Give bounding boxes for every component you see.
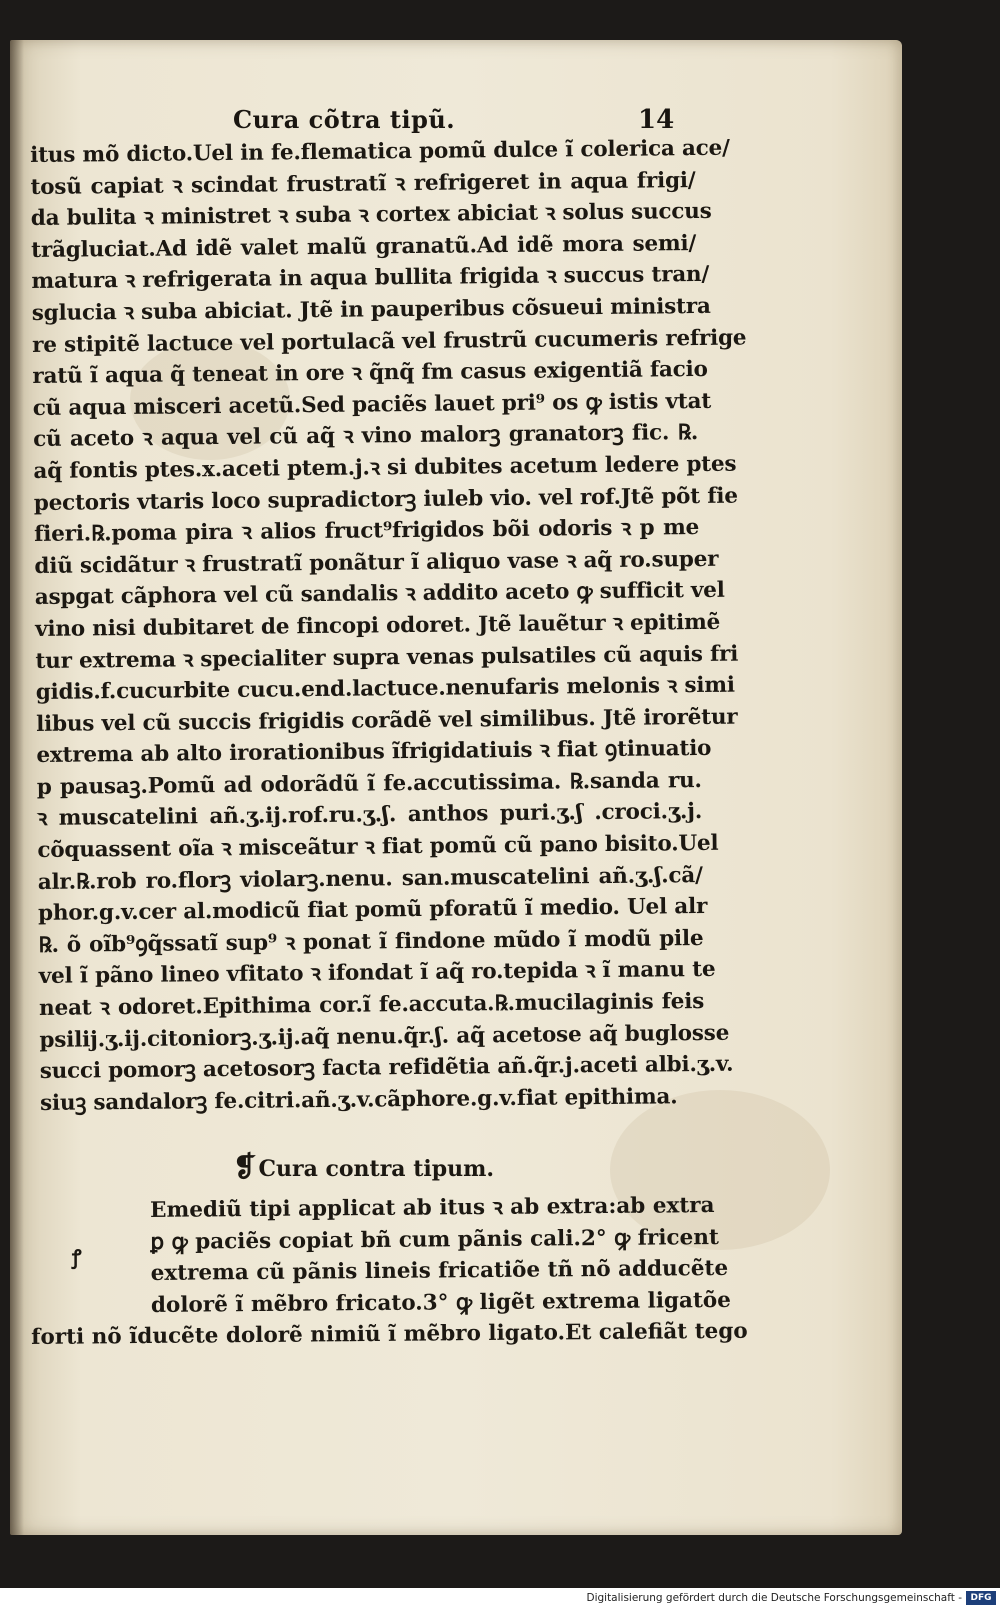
text-line: diũ scidãtur ꝛ frustratĩ ponãtur ĩ aliquo vase ꝛ aq̃ ro.super: [34, 546, 719, 579]
section-text-block: [30, 1190, 748, 1354]
margin-mark: ꝭ: [72, 1245, 82, 1269]
text-line: matura ꝛ refrigerata in aqua bullita frigida ꝛ succus tran/: [31, 262, 710, 295]
text-line: dolorẽ ĩ mẽbro fricato.3° ꝙ ligẽt extrema ligatõe: [150, 1287, 731, 1318]
text-line: gidis.f.cucurbite cucu.end.lactuce.nenufaris melonis ꝛ simi: [35, 672, 735, 706]
footer-credit: Digitalisierung gefördert durch die Deutsche Forschungsgemeinschaft -: [586, 1592, 962, 1604]
text-line: re stipitẽ lactuce vel portulacã vel frustrũ cucumeris refrige: [32, 325, 747, 358]
running-title: Cura cõtra tipũ.: [233, 105, 456, 134]
text-line: psilij.ʒ.ij.citoniorꝫ.ʒ.ij.aq̃ nenu.q̃r.ʃ. aq̃ acetose aq̃ buglosse: [39, 1020, 730, 1053]
text-line: ratũ ĩ aqua q̃ teneat in ore ꝛ q̃nq̃ fm casus exigentiã facio: [32, 357, 708, 390]
text-line: p pausaꝫ.Pomũ ad odorãdũ ĩ fe.accutissima. ℞.sanda ru.: [36, 767, 702, 800]
text-line: tur extrema ꝛ specialiter supra venas pulsatiles cũ aquis fri: [35, 641, 739, 674]
text-line: cũ aqua misceri acetũ.Sed paciẽs lauet pri⁹ os ꝙ istis vtat: [32, 388, 712, 421]
text-line: cõquassent oĩa ꝛ misceãtur ꝛ fiat pomũ cũ pano bisito.Uel: [37, 830, 719, 864]
main-text-block: [30, 133, 747, 1119]
text-line: vel ĩ pãno lineo vfitato ꝛ ifondat ĩ aq̃ ro.tepida ꝛ ĩ manu te: [38, 957, 716, 990]
digitization-footer: [0, 1588, 1000, 1609]
text-line: da bulita ꝛ ministret ꝛ suba ꝛ cortex abiciat ꝛ solus succus: [30, 199, 712, 232]
text-line: alr.℞.rob ro.florꝫ violarꝫ.nenu. san.muscatelini añ.ʒ.ʃ.cã/: [37, 862, 703, 895]
text-line: cũ aceto ꝛ aqua vel cũ aq̃ ꝛ vino malorꝫ granatorꝫ fic. ℞.: [33, 420, 699, 453]
text-line: libus vel cũ succis frigidis corãdẽ vel similibus. Jtẽ irorẽtur: [35, 704, 738, 737]
text-line: trãgluciat.Ad idẽ valet malũ granatũ.Ad idẽ mora semi/: [31, 230, 697, 263]
text-line: succi pomorꝫ acetosorꝫ facta refidẽtia añ.q̃r.j.aceti albi.ʒ.v.: [39, 1051, 734, 1085]
text-line: ℞. õ oĩb⁹ꝯq̃ssatĩ sup⁹ ꝛ ponat ĩ findone mũdo ĩ modũ pile: [38, 925, 704, 958]
text-line: fieri.℞.poma pira ꝛ alios fruct⁹frigidos bõi odoris ꝛ p me: [34, 515, 700, 548]
text-line: ꝑ ꝙ paciẽs copiat bñ cum pãnis cali.2° ꝙ fricent: [150, 1224, 719, 1255]
dfg-logo: DFG: [966, 1591, 996, 1605]
text-line: aspgat cãphora vel cũ sandalis ꝛ addito aceto ꝙ sufficit vel: [34, 578, 725, 611]
gutter-shadow: [10, 40, 24, 1535]
text-line: Emediũ tipi applicat ab itus ꝛ ab extra:ab extra: [150, 1193, 715, 1223]
text-line: pectoris vtaris loco supradictorꝫ iuleb vio. vel rof.Jtẽ põt fie: [33, 483, 738, 516]
text-line: vino nisi dubitaret de fincopi odoret. Jtẽ lauẽtur ꝛ epitimẽ: [34, 609, 721, 642]
text-line: siuꝫ sandalorꝫ fe.citri.añ.ʒ.v.cãphore.g.v.fiat epithima.: [39, 1084, 678, 1116]
text-line: extrema cũ pãnis lineis fricatiõe tñ nõ adducẽte: [150, 1256, 729, 1287]
pilcrow-icon: ❡: [233, 1150, 257, 1183]
section-heading-text: Cura contra tipum.: [258, 1156, 495, 1182]
text-line: tosũ capiat ꝛ scindat frustratĩ ꝛ refrigeret in aqua frigi/: [30, 167, 696, 200]
text-line: sglucia ꝛ suba abiciat. Jtẽ in pauperibus cõsueui ministra: [31, 293, 711, 326]
text-line: phor.g.v.cer al.modicũ fiat pomũ pforatũ ĩ medio. Uel alr: [37, 894, 708, 927]
text-line: forti nõ ĩducẽte dolorẽ nimiũ ĩ mẽbro ligato.Et calefiãt tego: [31, 1319, 748, 1351]
text-line: extrema ab alto irorationibus ĩfrigidatiuis ꝛ fiat ꝯtinuatio: [36, 736, 712, 769]
folio-number: 14: [638, 105, 675, 135]
text-line: itus mõ dicto.Uel in fe.flematica pomũ dulce ĩ colerica ace/: [30, 135, 730, 168]
text-line: neat ꝛ odoret.Epithima cor.ĩ fe.accuta.℞.mucilaginis feis: [38, 989, 705, 1021]
section-heading: [233, 1150, 494, 1183]
text-line: ꝛ muscatelini añ.ʒ.ij.rof.ru.ʒ.ʃ. anthos puri.ʒ.ʃ .croci.ʒ.j.: [36, 799, 703, 832]
text-line: aq̃ fontis ptes.x.aceti ptem.j.ꝛ si dubites acetum ledere ptes: [33, 451, 737, 484]
